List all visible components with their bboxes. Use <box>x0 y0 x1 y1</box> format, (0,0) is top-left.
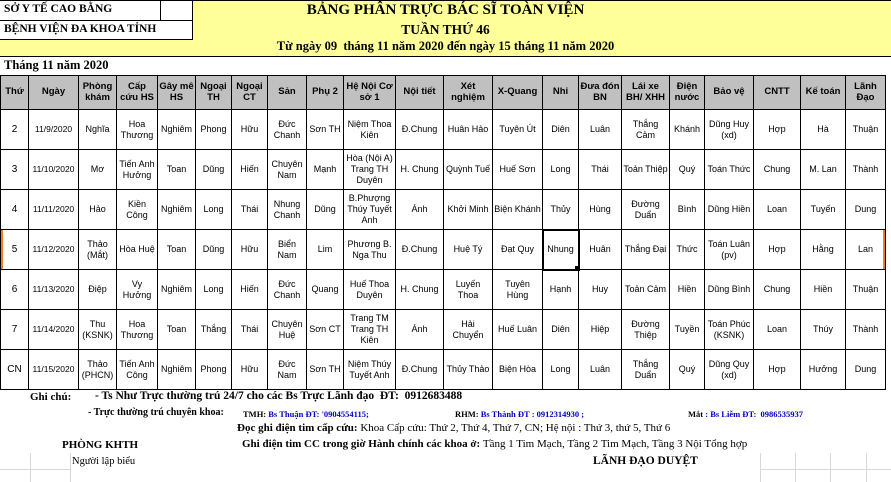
cell-r6-c0[interactable]: CN <box>1 350 29 390</box>
cell-r2-c12[interactable]: Biện Khánh <box>493 190 543 230</box>
cell-r5-c4[interactable]: Toan <box>158 310 196 350</box>
cell-r3-c17[interactable]: Toán Luân (pv) <box>705 230 754 270</box>
cell-r3-c4[interactable]: Toan <box>158 230 196 270</box>
cell-r0-c12[interactable]: Tuyên Út <box>493 110 543 150</box>
cell-r6-c15[interactable]: Thắng Duẩn <box>622 350 670 390</box>
note-tmh-phone: Bs Thuận ĐT: '0904554115; <box>266 409 369 419</box>
org-box <box>0 1 193 40</box>
cell-r2-c3[interactable]: Kiền Công <box>117 190 158 230</box>
table-row <box>1 270 886 310</box>
cell-r6-c19[interactable]: Hưởng <box>801 350 846 390</box>
notes-label: Ghi chú: <box>30 391 72 403</box>
cell-r2-c20[interactable]: Dung <box>846 190 886 230</box>
cell-r1-c11[interactable]: Quỳnh Tuế <box>444 150 493 190</box>
note-mat <box>688 409 803 419</box>
table-header-row <box>1 76 886 110</box>
cell-r2-c10[interactable]: Ánh <box>396 190 444 230</box>
cell-r1-c8[interactable]: Mạnh <box>307 150 344 190</box>
note-mat-phone: : Bs Liễm ĐT: 0986535937 <box>703 409 804 419</box>
cell-r0-c15[interactable]: Thắng Cảm <box>622 110 670 150</box>
gridline <box>830 453 831 482</box>
cell-r5-c17[interactable]: Toán Phúc (KSNK) <box>705 310 754 350</box>
cell-r4-c15[interactable]: Toản Cảm <box>622 270 670 310</box>
cell-r4-c17[interactable]: Dũng Bình <box>705 270 754 310</box>
cell-r5-c10[interactable]: Ánh <box>396 310 444 350</box>
cell-r1-c19[interactable]: M. Lan <box>801 150 846 190</box>
cell-r5-c3[interactable]: Hoa Thương <box>117 310 158 350</box>
column-header-5[interactable]: Ngoại TH <box>196 76 232 110</box>
gridline <box>866 453 867 482</box>
cell-r4-c6[interactable]: Hiến <box>232 270 268 310</box>
column-header-2[interactable]: Phòng khám <box>79 76 117 110</box>
cell-r5-c20[interactable]: Thành <box>846 310 886 350</box>
gridline <box>30 453 31 482</box>
cell-r1-c12[interactable]: Huế Sơn <box>493 150 543 190</box>
note-mat-label: Mắt <box>688 409 704 419</box>
notes-section <box>0 389 891 482</box>
cell-r3-c16[interactable]: Thức <box>670 230 705 270</box>
cell-r0-c4[interactable]: Nghiêm <box>158 110 196 150</box>
cell-r1-c18[interactable]: Chung <box>754 150 801 190</box>
cell-r0-c11[interactable]: Huân Hảo <box>444 110 493 150</box>
cell-r3-c19[interactable]: Hằng <box>801 230 846 270</box>
cell-r6-c3[interactable]: Tiến Anh Công <box>117 350 158 390</box>
cell-r0-c20[interactable]: Thuận <box>846 110 886 150</box>
cell-r1-c9[interactable]: Hòa (Nội A) Trang TH Duyên <box>344 150 396 190</box>
table-row <box>1 310 886 350</box>
cell-r1-c4[interactable]: Toan <box>158 150 196 190</box>
cell-r3-c0[interactable]: 5 <box>1 230 29 270</box>
cell-r5-c2[interactable]: Thu (KSNK) <box>79 310 117 350</box>
column-header-18[interactable]: CNTT <box>754 76 801 110</box>
cell-r4-c7[interactable]: Đức Chanh <box>268 270 307 310</box>
cell-r0-c19[interactable]: Hà <box>801 110 846 150</box>
column-header-19[interactable]: Kế toán <box>801 76 846 110</box>
gridline <box>70 453 71 482</box>
note-specialty-label: - Trực thường trú chuyên khoa: <box>88 407 224 418</box>
cell-r5-c18[interactable]: Loan <box>754 310 801 350</box>
cell-r2-c18[interactable]: Loan <box>754 190 801 230</box>
cell-r4-c13[interactable]: Hạnh <box>543 270 579 310</box>
cell-r5-c5[interactable]: Thắng <box>196 310 232 350</box>
cell-r2-c7[interactable]: Nhung Chanh <box>268 190 307 230</box>
cell-r1-c2[interactable]: Mơ <box>79 150 117 190</box>
date-range: Từ ngày 09 tháng 11 năm 2020 đến ngày 15 tháng 11 năm 2020 <box>276 39 615 53</box>
table-row <box>1 230 886 270</box>
table-row <box>1 190 886 230</box>
week-title: TUẦN THỨ 46 <box>401 22 490 37</box>
cell-r5-c11[interactable]: Hải Chuyển <box>444 310 493 350</box>
cell-r0-c6[interactable]: Hữu <box>232 110 268 150</box>
cell-r4-c11[interactable]: Luyến Thoa <box>444 270 493 310</box>
cell-r4-c4[interactable]: Nghiêm <box>158 270 196 310</box>
note-ecg-emergency: Đọc ghi điện tim cấp cứu: Khoa Cấp cứu: Thứ 2, Thứ 4, Thứ 7, CN; Hệ nội : Thứ 3, thứ 5, Thứ 6 <box>237 422 671 434</box>
gridline <box>760 469 891 470</box>
cell-r1-c6[interactable]: Hiến <box>232 150 268 190</box>
column-header-10[interactable]: Nội tiết <box>396 76 444 110</box>
column-header-9[interactable]: Hệ Nội Cơ sở 1 <box>344 76 396 110</box>
cell-r5-c9[interactable]: Trang TM Trang TH Kiên <box>344 310 396 350</box>
cell-r6-c5[interactable]: Phong <box>196 350 232 390</box>
gridline <box>760 453 761 482</box>
note-rhm-phone: Bs Thành ĐT : 0912314930 ; <box>478 409 585 419</box>
cell-r1-c20[interactable]: Thành <box>846 150 886 190</box>
org-name-hospital: BỆNH VIỆN ĐA KHOA TỈNH <box>4 23 157 35</box>
note-rhm <box>455 409 584 419</box>
cell-r4-c3[interactable]: Vy Hưởng <box>117 270 158 310</box>
cell-r3-c14[interactable]: Huân <box>579 230 622 270</box>
duty-table <box>0 75 886 390</box>
cell-r0-c7[interactable]: Đức Chanh <box>268 110 307 150</box>
column-header-16[interactable]: Điện nước <box>670 76 705 110</box>
column-header-8[interactable]: Phụ 2 <box>307 76 344 110</box>
cell-r3-c12[interactable]: Đạt Quy <box>493 230 543 270</box>
cell-r0-c2[interactable]: Nghĩa <box>79 110 117 150</box>
cell-r3-c10[interactable]: Đ.Chung <box>396 230 444 270</box>
cell-r5-c0[interactable]: 7 <box>1 310 29 350</box>
cell-r2-c4[interactable]: Nghiêm <box>158 190 196 230</box>
cell-r2-c11[interactable]: Khởi Minh <box>444 190 493 230</box>
approver-label: LÃNH ĐẠO DUYỆT <box>593 455 698 467</box>
cell-r2-c16[interactable]: Bình <box>670 190 705 230</box>
gridline <box>0 469 70 470</box>
cell-r4-c1[interactable]: 11/13/2020 <box>29 270 79 310</box>
column-header-4[interactable]: Gây mê HS <box>158 76 196 110</box>
cell-r0-c3[interactable]: Hoa Thương <box>117 110 158 150</box>
cell-r2-c6[interactable]: Thái <box>232 190 268 230</box>
note-tmh <box>243 409 369 419</box>
org-name-health-dept: SỞ Y TẾ CAO BẰNG <box>0 1 192 21</box>
cell-r2-c17[interactable]: Dũng Hiền <box>705 190 754 230</box>
cell-r3-c20[interactable]: Lan <box>846 230 886 270</box>
cell-r5-c7[interactable]: Chuyên Huệ <box>268 310 307 350</box>
cell-r4-c12[interactable]: Tuyên Hùng <box>493 270 543 310</box>
cell-r5-c16[interactable]: Tuyền <box>670 310 705 350</box>
cell-r5-c14[interactable]: Hiệp <box>579 310 622 350</box>
gridline <box>795 453 796 482</box>
cell-r6-c9[interactable]: Niệm Thúy Tuyết Anh <box>344 350 396 390</box>
cell-r2-c19[interactable]: Tuyến <box>801 190 846 230</box>
selected-cell[interactable]: Nhung <box>543 230 579 270</box>
dept-name: PHÒNG KHTH <box>62 439 139 451</box>
cell-r2-c2[interactable]: Hảo <box>79 190 117 230</box>
cell-r2-c5[interactable]: Long <box>196 190 232 230</box>
cell-r1-c7[interactable]: Chuyên Nam <box>268 150 307 190</box>
cell-r3-c1[interactable]: 11/12/2020 <box>29 230 79 270</box>
cell-r3-c2[interactable]: Thảo (Mắt) <box>79 230 117 270</box>
cell-r6-c7[interactable]: Đức Nam <box>268 350 307 390</box>
cell-r6-c4[interactable]: Nghiêm <box>158 350 196 390</box>
month-label: Tháng 11 năm 2020 <box>0 57 891 75</box>
cell-r4-c0[interactable]: 6 <box>1 270 29 310</box>
cell-r5-c1[interactable]: 11/14/2020 <box>29 310 79 350</box>
cell-r0-c13[interactable]: Diên <box>543 110 579 150</box>
column-header-17[interactable]: Bảo vệ <box>705 76 754 110</box>
preparer-label: Người lập biểu <box>72 456 136 467</box>
cell-r2-c8[interactable]: Dũng <box>307 190 344 230</box>
note-rhm-label: RHM: <box>455 409 479 419</box>
table-row <box>1 350 886 390</box>
cell-r0-c18[interactable]: Hợp <box>754 110 801 150</box>
column-header-0[interactable]: Thứ <box>1 76 29 110</box>
page-title: BẢNG PHÂN TRỰC BÁC SĨ TOÀN VIỆN <box>306 2 585 18</box>
cell-r6-c18[interactable]: Hợp <box>754 350 801 390</box>
cell-r0-c10[interactable]: Đ.Chung <box>396 110 444 150</box>
note-tmh-label: TMH: <box>243 409 267 419</box>
cell-r5-c13[interactable]: Diên <box>543 310 579 350</box>
cell-r0-c8[interactable]: Sơn TH <box>307 110 344 150</box>
cell-r4-c8[interactable]: Quang <box>307 270 344 310</box>
cell-r4-c18[interactable]: Chung <box>754 270 801 310</box>
cell-r5-c15[interactable]: Đường Thiệp <box>622 310 670 350</box>
cell-r1-c13[interactable]: Long <box>543 150 579 190</box>
table-row <box>1 110 886 150</box>
cell-r6-c13[interactable]: Long <box>543 350 579 390</box>
cell-r5-c12[interactable]: Huế Luân <box>493 310 543 350</box>
cell-r3-c11[interactable]: Huệ Tý <box>444 230 493 270</box>
cell-r3-c3[interactable]: Hòa Huệ <box>117 230 158 270</box>
cell-r1-c10[interactable]: H. Chung <box>396 150 444 190</box>
cell-r1-c17[interactable]: Toán Thức <box>705 150 754 190</box>
cell-r1-c1[interactable]: 11/10/2020 <box>29 150 79 190</box>
cell-r1-c5[interactable]: Dũng <box>196 150 232 190</box>
cell-r6-c2[interactable]: Thảo (PHCN) <box>79 350 117 390</box>
cell-r6-c20[interactable]: Dung <box>846 350 886 390</box>
cell-r6-c17[interactable]: Dũng Quy (xd) <box>705 350 754 390</box>
column-header-14[interactable]: Đưa đón BN <box>579 76 622 110</box>
cell-r4-c20[interactable]: Thuận <box>846 270 886 310</box>
cell-r0-c14[interactable]: Luân <box>579 110 622 150</box>
cell-r0-c0[interactable]: 2 <box>1 110 29 150</box>
cell-r2-c9[interactable]: B.Phượng Thúy Tuyết Anh <box>344 190 396 230</box>
cell-r6-c6[interactable]: Hữu <box>232 350 268 390</box>
column-header-1[interactable]: Ngày <box>29 76 79 110</box>
cell-r1-c15[interactable]: Toản Thiệp <box>622 150 670 190</box>
cell-r0-c16[interactable]: Khánh <box>670 110 705 150</box>
column-header-13[interactable]: Nhi <box>543 76 579 110</box>
cell-r4-c5[interactable]: Long <box>196 270 232 310</box>
cell-r3-c6[interactable]: Hữu <box>232 230 268 270</box>
column-header-12[interactable]: X-Quang <box>493 76 543 110</box>
cell-r0-c5[interactable]: Phong <box>196 110 232 150</box>
cell-r3-c8[interactable]: Lim <box>307 230 344 270</box>
cell-r6-c11[interactable]: Thủy Thảo <box>444 350 493 390</box>
cell-r1-c3[interactable]: Tiến Anh Hưởng <box>117 150 158 190</box>
column-header-11[interactable]: Xét nghiệm <box>444 76 493 110</box>
cell-r3-c7[interactable]: Biển Nam <box>268 230 307 270</box>
cell-r2-c1[interactable]: 11/11/2020 <box>29 190 79 230</box>
cell-r2-c15[interactable]: Đường Duẩn <box>622 190 670 230</box>
column-header-3[interactable]: Cấp cứu HS <box>117 76 158 110</box>
cell-r2-c14[interactable]: Hùng <box>579 190 622 230</box>
cell-r4-c10[interactable]: H. Chung <box>396 270 444 310</box>
column-header-6[interactable]: Ngoại CT <box>232 76 268 110</box>
cell-r5-c8[interactable]: Sơn CT <box>307 310 344 350</box>
note-ecg-office-hours: Ghi điện tim CC trong giờ Hành chính các khoa ở: Tầng 1 Tim Mạch, Tầng 2 Tim Mạch, Tầng 3 Nội Tổng hợp <box>242 438 748 450</box>
cell-r2-c0[interactable]: 4 <box>1 190 29 230</box>
cell-r6-c12[interactable]: Biện Hòa <box>493 350 543 390</box>
cell-r0-c9[interactable]: Niệm Thoa Kiên <box>344 110 396 150</box>
cell-r1-c0[interactable]: 3 <box>1 150 29 190</box>
cell-r3-c5[interactable]: Dũng <box>196 230 232 270</box>
cell-r6-c1[interactable]: 11/15/2020 <box>29 350 79 390</box>
table-row <box>1 150 886 190</box>
cell-r1-c16[interactable]: Quý <box>670 150 705 190</box>
cell-r4-c16[interactable]: Hiền <box>670 270 705 310</box>
column-header-20[interactable]: Lãnh Đạo <box>846 76 886 110</box>
cell-r6-c10[interactable]: Đ.Chung <box>396 350 444 390</box>
column-header-7[interactable]: Sản <box>268 76 307 110</box>
cell-r4-c2[interactable]: Điệp <box>79 270 117 310</box>
cell-r6-c8[interactable]: Sơn TH <box>307 350 344 390</box>
cell-r3-c9[interactable]: Phương B. Nga Thu <box>344 230 396 270</box>
cell-r2-c13[interactable]: Thủy <box>543 190 579 230</box>
column-header-15[interactable]: Lái xe BH/ XHH <box>622 76 670 110</box>
cell-r6-c14[interactable]: Luân <box>579 350 622 390</box>
cell-r1-c14[interactable]: Thái <box>579 150 622 190</box>
cell-r5-c6[interactable]: Thái <box>232 310 268 350</box>
cell-r3-c18[interactable]: Hợp <box>754 230 801 270</box>
note-oncall-24-7: - Ts Như Trực thường trú 24/7 cho các Bs Trực Lãnh đạo ĐT: 0912683488 <box>95 390 463 402</box>
cell-r4-c9[interactable]: Huế Thoa Duyên <box>344 270 396 310</box>
cell-r0-c1[interactable]: 11/9/2020 <box>29 110 79 150</box>
cell-r3-c15[interactable]: Thắng Đại <box>622 230 670 270</box>
cell-r5-c19[interactable]: Thúy <box>801 310 846 350</box>
cell-r6-c16[interactable]: Quý <box>670 350 705 390</box>
cell-r4-c14[interactable]: Huy <box>579 270 622 310</box>
cell-r4-c19[interactable]: Hiền <box>801 270 846 310</box>
title-band <box>0 0 891 57</box>
cell-r0-c17[interactable]: Dũng Huy (xd) <box>705 110 754 150</box>
